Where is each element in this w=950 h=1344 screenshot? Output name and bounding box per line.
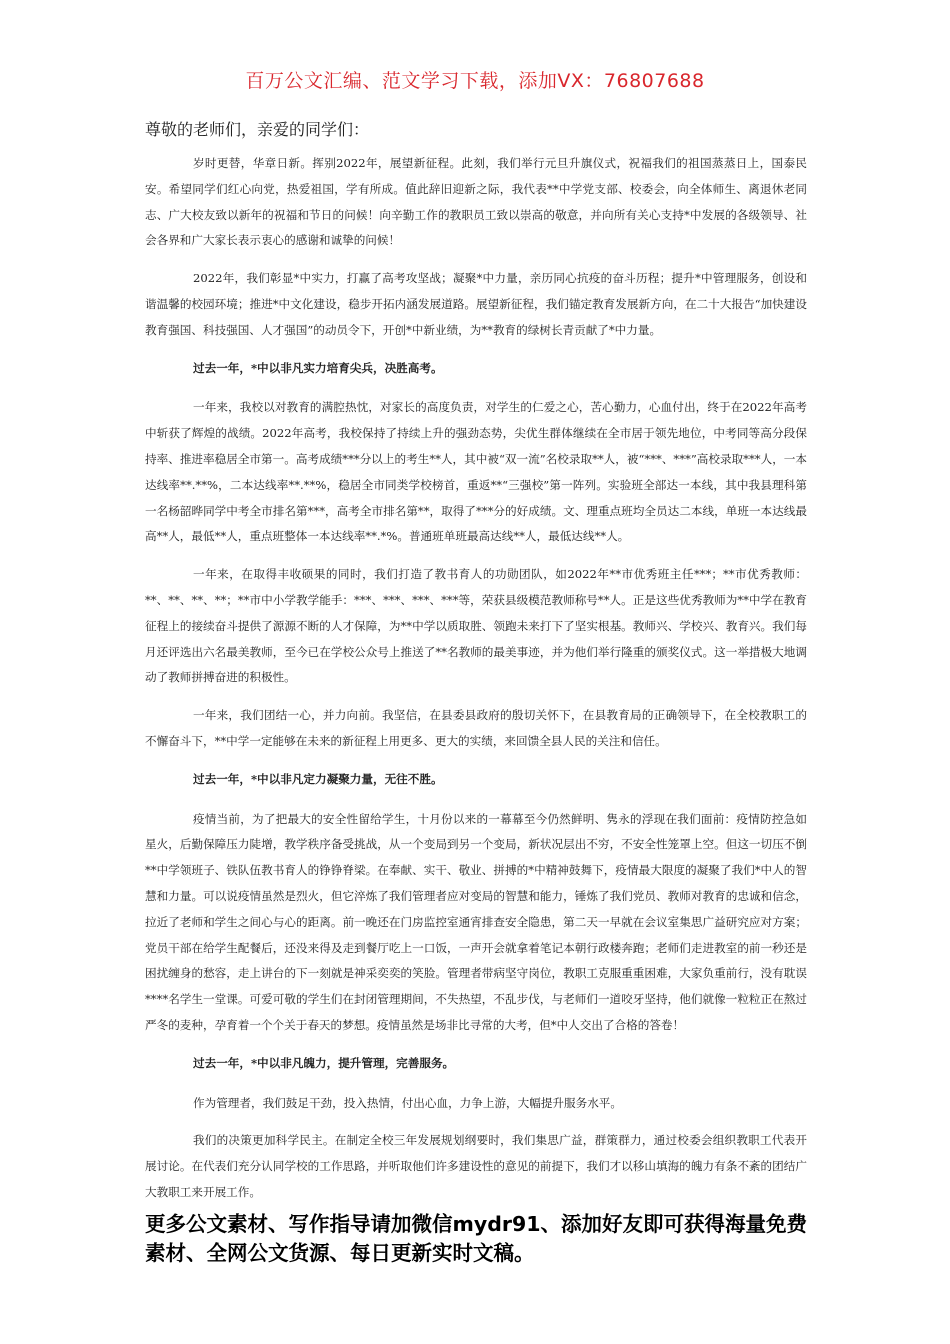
salutation: 尊敬的老师们，亲爱的同学们：	[145, 120, 370, 139]
paragraph: 岁时更替，华章日新。挥别2022年，展望新征程。此刻，我们举行元旦升旗仪式，祝福我们的祖国蒸蒸日上，国泰民安。希望同学们红心向党，热爱祖国，学有所成。值此辞旧迎新之际，我代表**中学党支部、校委会，向全体师生、离退休老同志、广大校友致以新年的祝福和节日的问候！向辛勤工作的教职员工致以崇高的敬意，并向所有关心支持*中发展的各级领导、社会各界和广大家长表示衷心的感谢和诚挚的问候！	[145, 156, 807, 248]
paragraph: 一年来，我们团结一心，并力向前。我坚信，在县委县政府的殷切关怀下，在县教育局的正确领导下，在全校教职工的不懈奋斗下，**中学一定能够在未来的新征程上用更多、更大的实绩，来回馈全县人民的关注和信任。	[145, 708, 807, 748]
footer-promo: 更多公文素材、写作指导请加微信mydr91、添加好友即可获得海量免费素材、全网公文货源、每日更新实时文稿。	[145, 1212, 808, 1265]
paragraph: 疫情当前，为了把最大的安全性留给学生，十月份以来的一幕幕至今仍然鲜明、隽永的浮现在我们面前：疫情防控急如星火，后勤保障压力陡增，教学秩序备受挑战，从一个变局到另一个变局，新状况层出不穷，不安全性笼罩上空。但这一切压不倒**中学领班子、铁队伍教书育人的铮铮脊梁。在奉献、实干、敬业、拼搏的*中精神鼓舞下，疫情最大限度的凝聚了我们*中人的智慧和力量。可以说疫情虽然是烈火，但它淬炼了我们管理者应对变局的智慧和能力，锤炼了我们党员、教师对教育的忠诚和信念，拉近了老师和学生之间心与心的距离。前一晚还在门房监控室通宵排查安全隐患，第二天一早就在会议室集思广益研究应对方案；党员干部在给学生配餐后，还没来得及走到餐厅吃上一口饭，一声开会就拿着笔记本朝行政楼奔跑；老师们走进教室的前一秒还是困扰缠身的愁容，走上讲台的下一刻就是神采奕奕的笑脸。管理者带病坚守岗位，教职工克服重重困难，大家负重前行，没有耽误****名学生一堂课。可爱可敬的学生们在封闭管理期间，不失热望，不乱步伐，与老师们一道咬牙坚持，他们就像一粒粒正在熬过严冬的麦种，孕育着一个个关于春天的梦想。疫情虽然是场非比寻常的大考，但*中人交出了合格的答卷！	[145, 811, 807, 1032]
paragraph: 一年来，我校以对教育的满腔热忱，对家长的高度负责，对学生的仁爱之心，苦心勤力，心血付出，终于在2022年高考中斩获了辉煌的战绩。2022年高考，我校保持了持续上升的强劲态势，尖优生群体继续在全市居于领先地位，中考同等高分段保持率、推进率稳居全市第一。高考成绩***分以上的考生**人，其中被“双一流”名校录取**人，被“***、***”高校录取***人，一本达线率**.**%，二本达线率**.**%，稳居全市同类学校榜首，重返**“三强校”第一阵列。实验班全部达一本线，其中我县理科第一名杨韶晔同学中考全市排名第***，高考全市排名第**，取得了***分的好成绩。文、理重点班均全员达二本线，单班一本达线最高**人，最低**人，重点班整体一本达线率**.*%。普通班单班最高达线**人，最低达线**人。	[145, 400, 807, 544]
document-body	[145, 151, 807, 1218]
paragraph: 2022年，我们彰显*中实力，打赢了高考攻坚战；凝聚*中力量，亲历同心抗疫的奋斗历程；提升*中管理服务，创设和谐温馨的校园环境；推进*中文化建设，稳步开拓内涵发展道路。展望新征程，我们锚定教育发展新方向，在二十大报告“加快建设教育强国、科技强国、人才强国”的动员令下，开创*中新业绩，为**教育的绿树长青贡献了*中力量。	[145, 271, 807, 337]
section-heading: 过去一年，*中以非凡实力培育尖兵，决胜高考。	[193, 360, 443, 375]
header-banner: 百万公文汇编、范文学习下载，添加VX：76807688	[245, 70, 705, 92]
paragraph: 我们的决策更加科学民主。在制定全校三年发展规划纲要时，我们集思广益，群策群力，通过校委会组织教职工代表开展讨论。在代表们充分认同学校的工作思路，并听取他们许多建设性的意见的前提下，我们才以移山填海的魄力有条不紊的团结广大教职工来开展工作。	[145, 1133, 807, 1199]
paragraph: 作为管理者，我们鼓足干劲，投入热情，付出心血，力争上游，大幅提升服务水平。	[193, 1095, 622, 1110]
section-heading: 过去一年，*中以非凡魄力，提升管理，完善服务。	[193, 1055, 455, 1070]
paragraph: 一年来，在取得丰收硕果的同时，我们打造了教书育人的功勋团队，如2022年**市优秀班主任***；**市优秀教师：**、**、**、**；**市中小学教学能手：***、***、***、***等，荣获县级模范教师称号**人。正是这些优秀教师为**中学在教育征程上的接续奋斗提供了源源不断的人才保障，为**中学以质取胜、领跑未来打下了坚实根基。教师兴、学校兴、教育兴。我们每月还评选出六名最美教师，至今已在学校公众号上推送了**名教师的最美事迹，并为他们举行隆重的颁奖仪式。这一举措极大地调动了教师拼搏奋进的积极性。	[145, 567, 807, 685]
section-heading: 过去一年，*中以非凡定力凝聚力量，无往不胜。	[193, 771, 443, 786]
